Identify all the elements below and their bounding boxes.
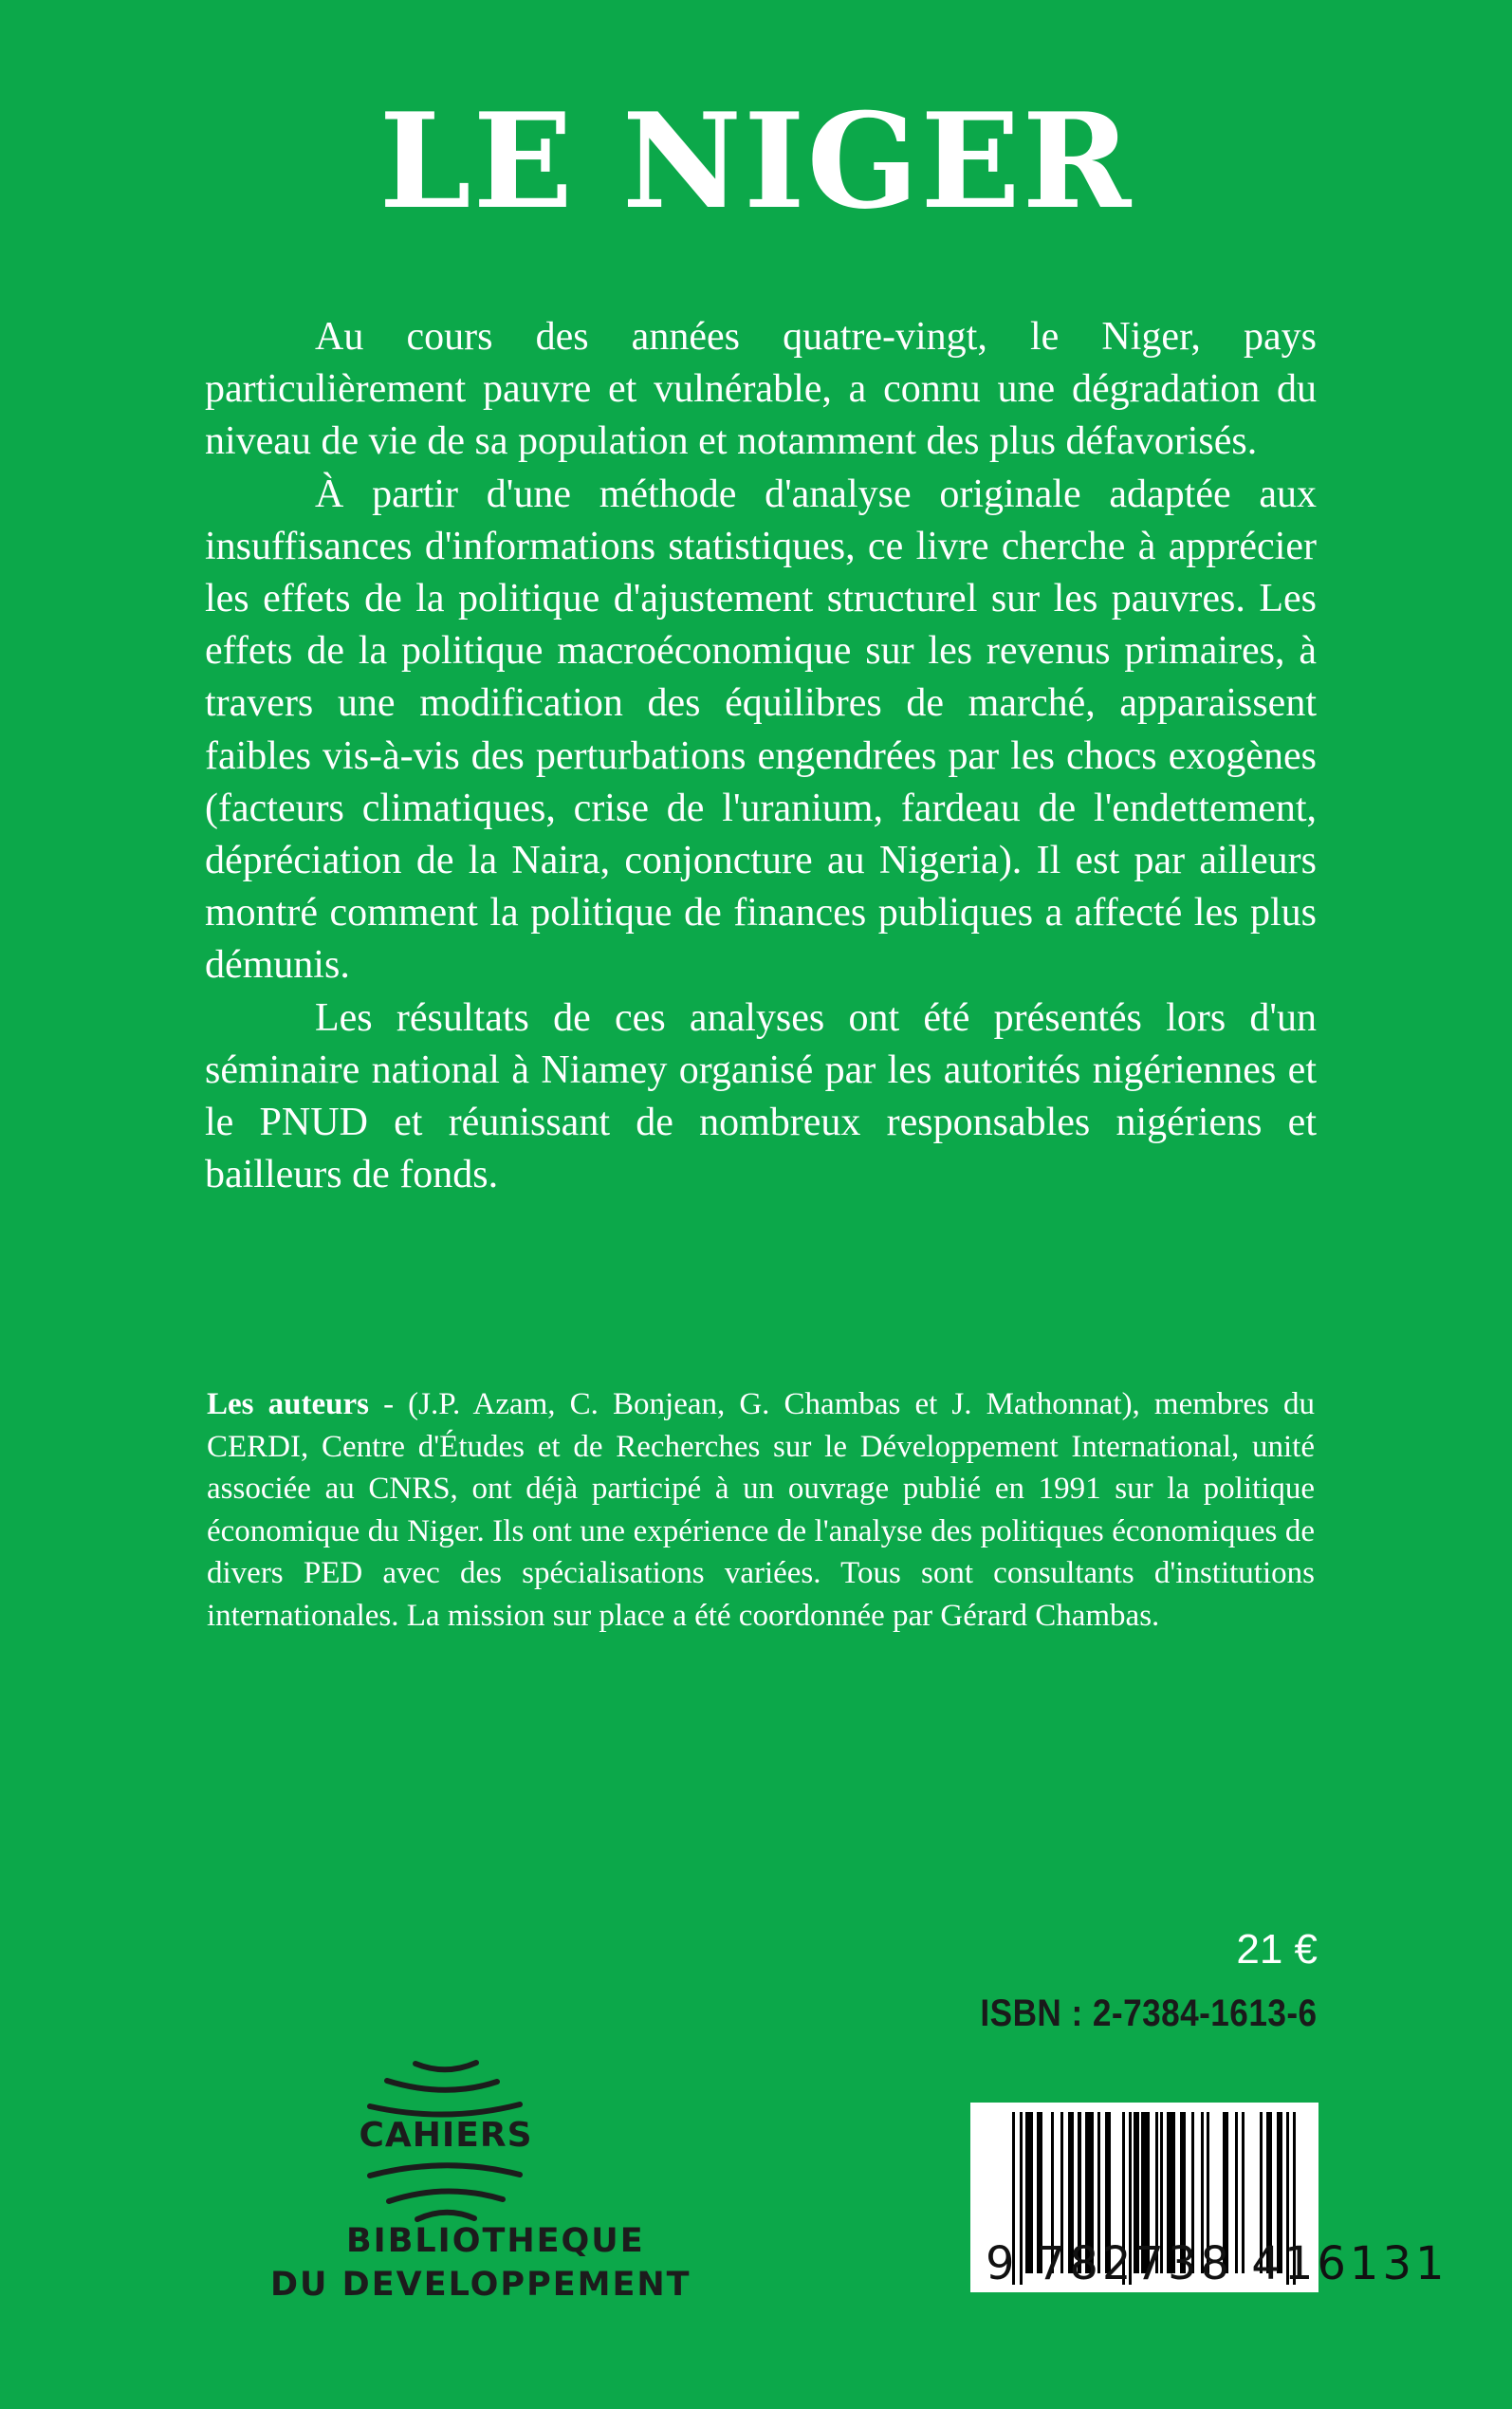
- summary-paragraph-3: Les résultats de ces analyses ont été présentés lors d'un séminaire national à Niamey organisé par les autorités nigériennes et le PNUD et réunissant de nombreux responsables nigériens et bailleurs de fonds.: [205, 995, 1317, 1197]
- authors-text: - (J.P. Azam, C. Bonjean, G. Chambas et J. Mathonnat), membres du CERDI, Centre d'Études et de Recherches sur le Développement International, unité associée au CNRS, ont déjà participé à un ouvrage publié en 1991 sur la politique économique du Niger. Ils ont une expérience de l'analyse des politiques économiques de divers PED avec des spécialisations variées. Tous sont consultants d'institutions internationales. La mission sur place a été coordonnée par Gérard Chambas.: [207, 1387, 1315, 1633]
- price: 21 €: [1236, 1926, 1318, 1973]
- summary-paragraph-1: Au cours des années quatre-vingt, le Niger, pays particulièrement pauvre et vulnérable, a connu une dégradation du niveau de vie de sa population et notamment des plus défavorisés.: [205, 315, 1317, 464]
- authors-label: Les auteurs: [207, 1387, 369, 1421]
- back-cover-summary: [205, 311, 1317, 1201]
- logo-developpement: DU DEVELOPPEMENT: [270, 2266, 691, 2304]
- barcode-digits: 9 782738 416131: [986, 2237, 1448, 2290]
- series-logo: [270, 2040, 702, 2334]
- summary-paragraph-2: À partir d'une méthode d'analyse originale adaptée aux insuffisances d'informations statistiques, ce livre cherche à apprécier les effets de la politique d'ajustement structurel sur les pauvres. Les effets de la politique macroéconomique sur les revenus primaires, à travers une modification des équilibres de marché, apparaissent faibles vis-à-vis des perturbations engendrées par les chocs exogènes (facteurs climatiques, crise de l'uranium, fardeau de l'endettement, dépréciation de la Naira, conjoncture au Nigeria). Il est par ailleurs montré comment la politique de finances publiques a affecté les plus démunis.: [205, 472, 1317, 988]
- isbn-barcode: [970, 2103, 1448, 2292]
- authors-bio: [207, 1383, 1315, 1637]
- logo-cahiers: CAHIERS: [359, 2116, 533, 2155]
- logo-bibliotheque: BIBLIOTHEQUE: [346, 2222, 645, 2260]
- book-title: LE NIGER: [378, 83, 1134, 238]
- isbn: ISBN : 2-7384-1613-6: [980, 1992, 1318, 2034]
